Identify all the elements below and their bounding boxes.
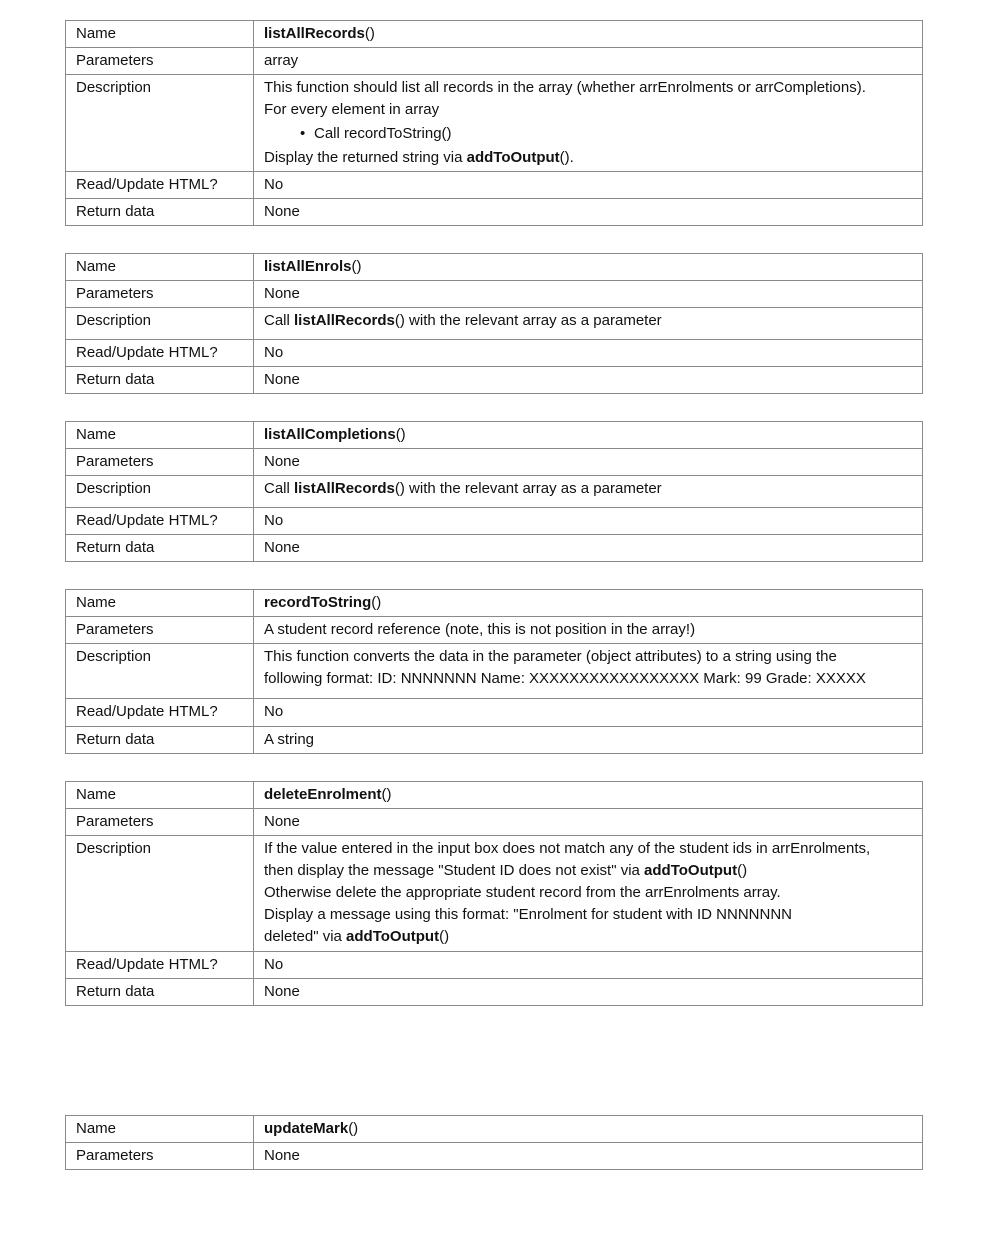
description-value: If the value entered in the input box does not match any of the student ids in arrEnrolments, then display the message "Student ID does not exist" via addToOutput() Otherwise delete the appropriate student record from the arrEnrolments array. Display a message using this format: "Enrolment for student with ID NNNNNNN deleted" via addToOutput(): [254, 836, 923, 952]
description-value: This function should list all records in the array (whether arrEnrolments or arrCompletions). For every element in array • Call recordToString() Display the returned string via addToOutput().: [254, 75, 923, 172]
label-return-data: Return data: [66, 367, 254, 394]
parameters-value: array: [254, 48, 923, 75]
description-value: Call listAllRecords() with the relevant array as a parameter: [254, 476, 923, 508]
label-read-update: Read/Update HTML?: [66, 508, 254, 535]
label-description: Description: [66, 308, 254, 340]
label-return-data: Return data: [66, 979, 254, 1006]
label-read-update: Read/Update HTML?: [66, 340, 254, 367]
parameters-value: None: [254, 1143, 923, 1170]
return-data-value: A string: [254, 727, 923, 754]
read-update-value: No: [254, 172, 923, 199]
label-parameters: Parameters: [66, 48, 254, 75]
label-read-update: Read/Update HTML?: [66, 172, 254, 199]
label-name: Name: [66, 21, 254, 48]
label-name: Name: [66, 254, 254, 281]
label-return-data: Return data: [66, 199, 254, 226]
label-name: Name: [66, 422, 254, 449]
label-description: Description: [66, 836, 254, 952]
read-update-value: No: [254, 340, 923, 367]
label-parameters: Parameters: [66, 281, 254, 308]
label-description: Description: [66, 644, 254, 699]
label-read-update: Read/Update HTML?: [66, 952, 254, 979]
read-update-value: No: [254, 699, 923, 727]
parameters-value: A student record reference (note, this is not position in the array!): [254, 617, 923, 644]
function-name: recordToString(): [254, 590, 923, 617]
label-read-update: Read/Update HTML?: [66, 699, 254, 727]
label-return-data: Return data: [66, 535, 254, 562]
function-name: listAllEnrols(): [254, 254, 923, 281]
function-table-listAllEnrols: [65, 253, 923, 394]
label-name: Name: [66, 590, 254, 617]
label-name: Name: [66, 782, 254, 809]
return-data-value: None: [254, 535, 923, 562]
parameters-value: None: [254, 809, 923, 836]
function-name: listAllRecords(): [254, 21, 923, 48]
read-update-value: No: [254, 508, 923, 535]
function-table-updateMark: [65, 1115, 923, 1170]
label-parameters: Parameters: [66, 449, 254, 476]
label-description: Description: [66, 476, 254, 508]
label-parameters: Parameters: [66, 809, 254, 836]
parameters-value: None: [254, 281, 923, 308]
return-data-value: None: [254, 979, 923, 1006]
return-data-value: None: [254, 367, 923, 394]
description-value: Call listAllRecords() with the relevant array as a parameter: [254, 308, 923, 340]
function-name: deleteEnrolment(): [254, 782, 923, 809]
parameters-value: None: [254, 449, 923, 476]
label-name: Name: [66, 1116, 254, 1143]
function-table-listAllRecords: [65, 20, 923, 226]
label-parameters: Parameters: [66, 617, 254, 644]
label-return-data: Return data: [66, 727, 254, 754]
function-table-deleteEnrolment: [65, 781, 923, 1006]
description-value: This function converts the data in the parameter (object attributes) to a string using the following format: ID: NNNNNNN Name: XXXXXXXXXXXXXXXXX Mark: 99 Grade: XXXXX: [254, 644, 923, 699]
return-data-value: None: [254, 199, 923, 226]
function-table-recordToString: [65, 589, 923, 754]
function-name: listAllCompletions(): [254, 422, 923, 449]
label-parameters: Parameters: [66, 1143, 254, 1170]
function-table-listAllCompletions: [65, 421, 923, 562]
function-name: updateMark(): [254, 1116, 923, 1143]
label-description: Description: [66, 75, 254, 172]
bullet-item: • Call recordToString(): [300, 125, 452, 142]
read-update-value: No: [254, 952, 923, 979]
